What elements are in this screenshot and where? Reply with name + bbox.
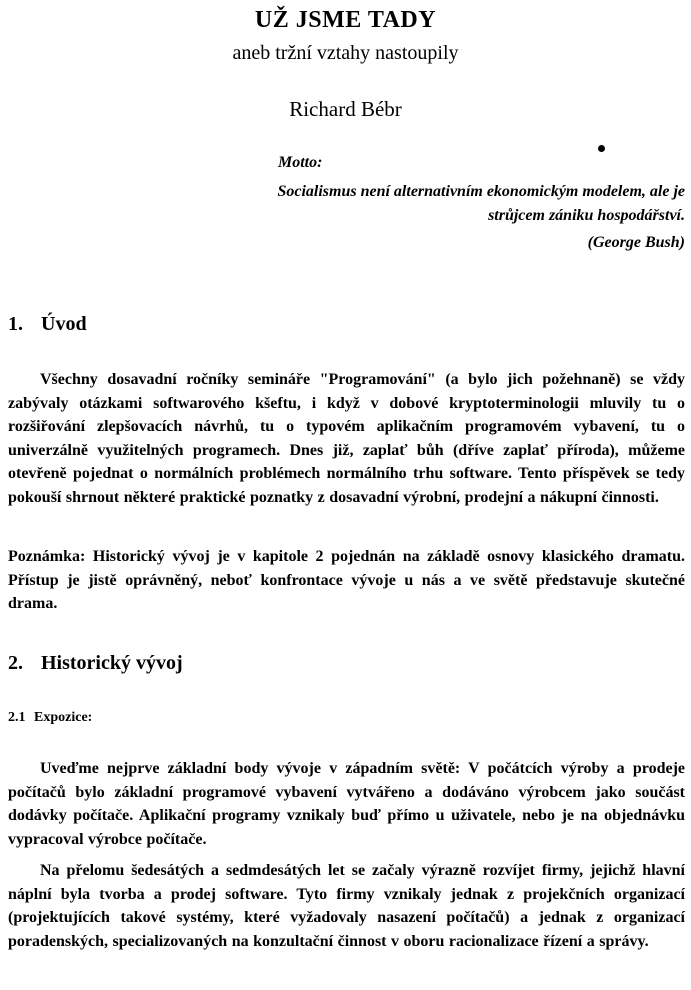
paragraph: Všechny dosavadní ročníky semináře "Programování" (a bylo jich požehnaně) se vždy zabývaly otázkami softwarového kšeftu, i když v dobové kryptoterminologii mluvily tu o rozšiřování zlepšovacích návrhů, tu o typovém aplikačním programovém vybavení, tu o univerzálně využitelných programech. Dnes již, zaplať bůh (dříve zaplať příroda), můžeme otevřeně pojednat o normálních problémech normálního trhu software. Tento příspěvek se tedy pokouší shrnout některé praktické poznatky z dosavadní výrobní, prodejní a nákupní činnosti.	[8, 371, 685, 506]
document-title: UŽ JSME TADY	[254, 7, 437, 33]
motto-source: (George Bush)	[587, 234, 685, 251]
paragraph: Na přelomu šedesátých a sedmdesátých let se začaly výrazně rozvíjet firmy, jejichž hlavní náplní byla tvorba a prodej software. Tyto firmy vznikaly jednak z projekčních organizací (projektujících takové systémy, které vyžadovaly nasazení počítačů) a jednak z organizací poradenských, specializovaných na konzultační činnost v oboru racionalizace řízení a správy.	[8, 862, 685, 950]
subsection-heading-expozice	[8, 710, 92, 726]
subsection-title: Expozice:	[34, 710, 93, 725]
document-subtitle: aneb tržní vztahy nastoupily	[232, 42, 459, 64]
motto-label: Motto:	[278, 154, 323, 171]
paragraph: Uveďme nejprve základní body vývoje v západním světě: V počátcích výroby a prodeje počítačů bylo základní programové vybavení vytvářeno a dodáváno výrobcem jako součást dodávky počítače. Aplikační programy vznikaly buď přímo u uživatele, nebo je na objednávku vypracoval výrobce počítače.	[8, 760, 685, 848]
subsection-number: 2.1	[8, 710, 26, 725]
section-heading-historicky-vyvoj	[8, 652, 183, 675]
section-title: Historický vývoj	[41, 652, 183, 674]
section-number: 1.	[8, 313, 23, 335]
motto-quote: Socialismus není alternativním ekonomickým modelem, ale je strůjcem zániku hospodářství.	[277, 183, 685, 224]
ink-dot	[598, 145, 605, 152]
author-name: Richard Bébr	[289, 97, 402, 121]
section-heading-uvod	[8, 313, 87, 336]
section-title: Úvod	[41, 313, 87, 335]
paragraph-note: Poznámka: Historický vývoj je v kapitole 2 pojednán na základě osnovy klasického dramatu. Přístup je jistě oprávněný, neboť konfrontace vývoje u nás a ve světě představuje skutečné drama.	[8, 548, 685, 613]
section-number: 2.	[8, 652, 23, 674]
